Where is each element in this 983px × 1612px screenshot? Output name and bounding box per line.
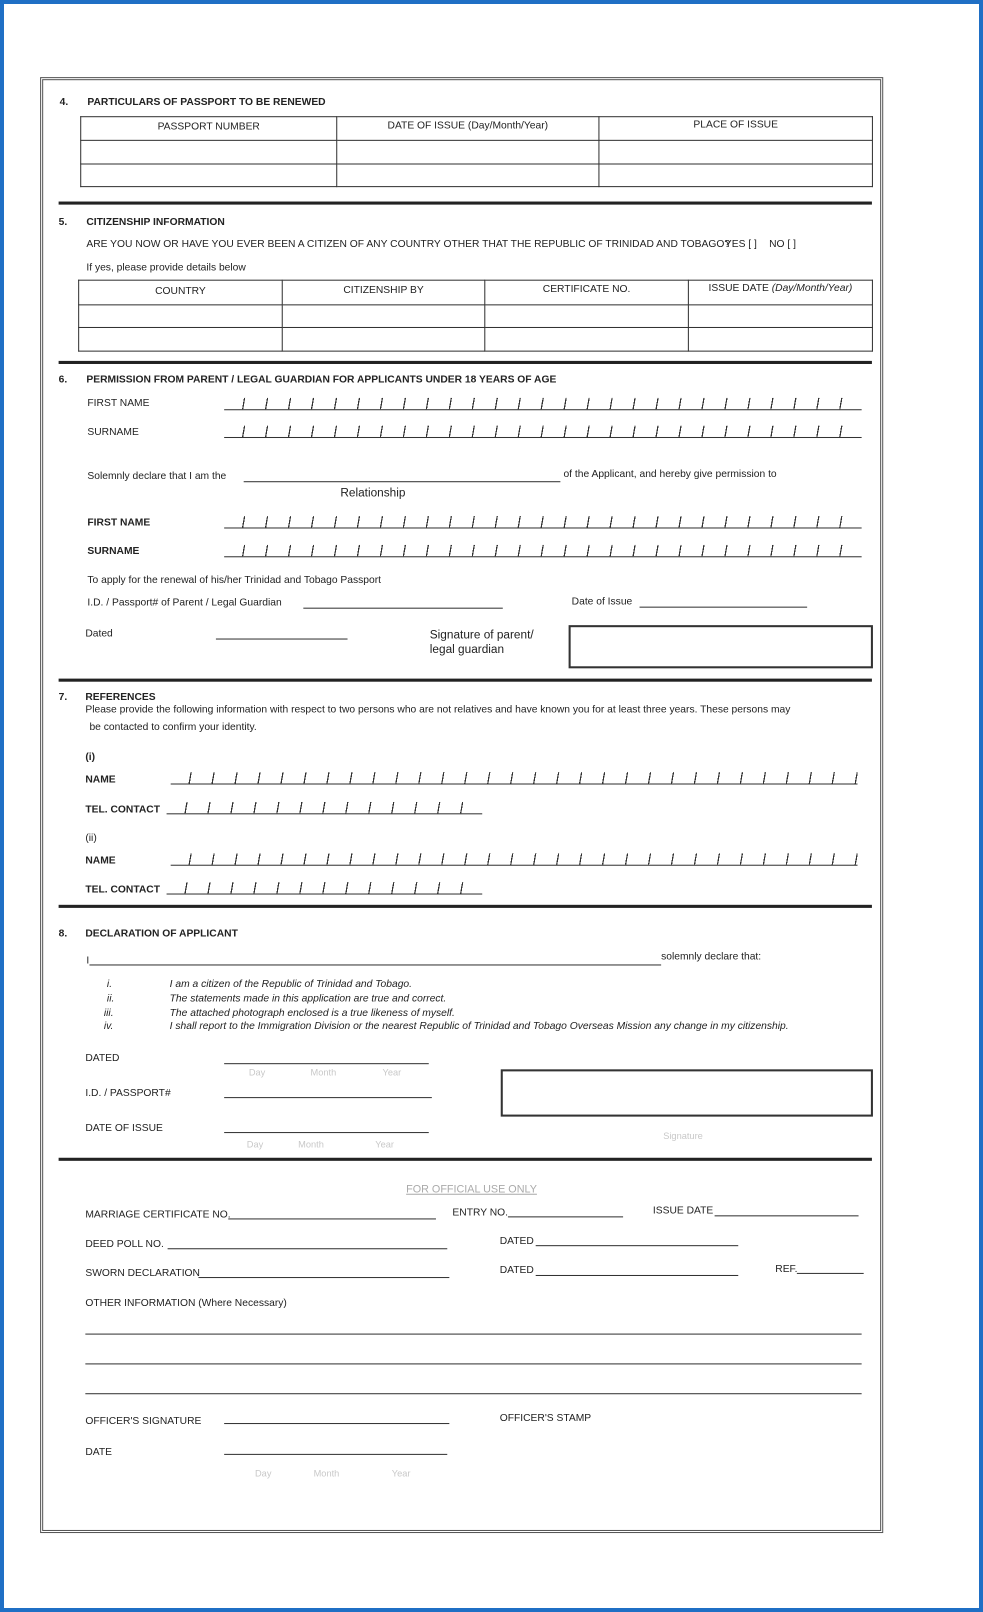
guardian-signature-label: Signature of parent/ legal guardian	[429, 629, 534, 656]
officer-stamp-label: OFFICER'S STAMP	[499, 1412, 592, 1425]
no-checkbox[interactable]: NO [ ]	[769, 238, 796, 250]
ref-input[interactable]	[797, 1273, 864, 1274]
divider	[59, 679, 872, 682]
divider	[59, 905, 872, 908]
year-hint: Year	[375, 1139, 394, 1150]
other-info-line-1[interactable]	[85, 1334, 861, 1335]
declaration-item: The attached photograph enclosed is a true likeness of myself.	[169, 1007, 455, 1019]
applicant-surname-label: SURNAME	[87, 545, 140, 558]
col-passport-number: PASSPORT NUMBER	[81, 117, 337, 141]
marriage-cert-label: MARRIAGE CERTIFICATE NO.	[85, 1209, 231, 1221]
day-hint: Day	[246, 1139, 264, 1150]
section-6-number: 6.	[58, 374, 68, 386]
declarant-prefix: I	[86, 955, 90, 967]
month-hint: Month	[313, 1468, 340, 1479]
citizenship-question: ARE YOU NOW OR HAVE YOU EVER BEEN A CITIZEN OF ANY COUNTRY OTHER THAT THE REPUBLIC OF TRINIDAD AND TOBAGO?	[86, 238, 731, 250]
ref1-tel-input[interactable]	[167, 802, 483, 814]
cell[interactable]	[282, 327, 485, 351]
ref1-tel-label: TEL. CONTACT	[85, 804, 160, 816]
guardian-first-name-input[interactable]	[224, 398, 861, 410]
relationship-label: Relationship	[340, 487, 406, 500]
cell[interactable]	[485, 305, 689, 328]
guardian-id-input[interactable]	[303, 608, 502, 609]
reference-2-label: (ii)	[85, 832, 97, 845]
section-4-number: 4.	[59, 96, 69, 108]
guardian-signature-box[interactable]	[569, 625, 873, 668]
ref2-name-input[interactable]	[171, 853, 858, 865]
section-7-title: REFERENCES	[85, 691, 156, 704]
references-instructions-2: be contacted to confirm your identity.	[89, 721, 257, 734]
other-info-line-2[interactable]	[85, 1363, 861, 1364]
cell[interactable]	[282, 305, 485, 328]
section-6-title: PERMISSION FROM PARENT / LEGAL GUARDIAN FOR APPLICANTS UNDER 18 YEARS OF AGE	[86, 374, 557, 386]
declare-text: Solemnly declare that I am the	[87, 470, 227, 483]
col-place-of-issue: PLACE OF ISSUE	[599, 117, 873, 141]
guardian-surname-label: SURNAME	[87, 426, 139, 439]
officer-date-label: DATE	[85, 1446, 113, 1458]
citizenship-table	[78, 280, 873, 352]
entry-no-input[interactable]	[508, 1216, 623, 1217]
divider	[59, 1158, 872, 1161]
official-use-heading: FOR OFFICIAL USE ONLY	[406, 1183, 537, 1196]
section-4-title: PARTICULARS OF PASSPORT TO BE RENEWED	[87, 96, 326, 108]
cell[interactable]	[81, 140, 337, 164]
dated-input[interactable]	[216, 639, 348, 640]
issue-date-format: (Day/Month/Year)	[771, 282, 853, 295]
issue-date-input[interactable]	[715, 1215, 859, 1216]
ref2-tel-label: TEL. CONTACT	[85, 884, 160, 896]
cell[interactable]	[79, 305, 283, 328]
cell[interactable]	[81, 164, 337, 187]
issue-date-label: ISSUE DATE	[652, 1205, 714, 1217]
declare-text-2: of the Applicant, and hereby give permission to	[563, 468, 777, 481]
applicant-dated-label: DATED	[85, 1052, 120, 1065]
guardian-surname-input[interactable]	[224, 426, 861, 438]
declarant-name-input[interactable]	[89, 964, 661, 965]
declaration-item: I shall report to the Immigration Division or the nearest Republic of Trinidad and Tobago Overseas Mission any change in my citizenship.	[169, 1021, 789, 1033]
deed-dated-label: DATED	[499, 1235, 534, 1248]
passport-table	[80, 116, 873, 187]
col-certificate-no: CERTIFICATE NO.	[485, 280, 689, 305]
cell[interactable]	[599, 164, 873, 187]
references-instructions: Please provide the following information with respect to two persons who are not relatives and have known you for at least three years. These persons may	[85, 704, 791, 716]
cell[interactable]	[485, 327, 689, 351]
solemn-text: solemnly declare that:	[661, 951, 762, 963]
section-8-title: DECLARATION OF APPLICANT	[85, 928, 238, 940]
issue-date-label: ISSUE DATE	[708, 282, 769, 295]
applicant-signature-box[interactable]	[501, 1069, 873, 1116]
applicant-doi-label: DATE OF ISSUE	[85, 1122, 163, 1135]
applicant-id-label: I.D. / PASSPORT#	[85, 1087, 171, 1100]
deed-dated-input[interactable]	[536, 1245, 739, 1246]
ref1-name-input[interactable]	[171, 772, 858, 784]
dated-label: Dated	[85, 628, 113, 640]
ref2-name-label: NAME	[85, 855, 116, 867]
day-hint: Day	[248, 1067, 266, 1078]
month-hint: Month	[298, 1139, 324, 1150]
item-number: i.	[106, 978, 113, 991]
year-hint: Year	[391, 1468, 411, 1479]
applicant-doi-input[interactable]	[224, 1132, 429, 1133]
applicant-id-input[interactable]	[224, 1097, 432, 1098]
ref-label: REF.	[775, 1263, 798, 1275]
marriage-cert-input[interactable]	[228, 1218, 436, 1219]
cell[interactable]	[337, 164, 599, 187]
col-citizenship-by: CITIZENSHIP BY	[282, 280, 485, 305]
entry-no-label: ENTRY NO.	[452, 1207, 509, 1219]
applicant-dated-input[interactable]	[224, 1063, 429, 1064]
item-number: iv.	[103, 1021, 114, 1033]
section-7-number: 7.	[58, 691, 68, 704]
day-hint: Day	[254, 1468, 272, 1479]
officer-date-input[interactable]	[224, 1454, 447, 1455]
cell[interactable]	[688, 305, 872, 328]
deed-poll-input[interactable]	[168, 1248, 448, 1249]
declaration-item: The statements made in this application are true and correct.	[169, 993, 447, 1005]
sworn-dated-label: DATED	[499, 1264, 534, 1276]
sworn-declaration-label: SWORN DECLARATION	[85, 1267, 200, 1280]
details-note: If yes, please provide details below	[86, 262, 246, 274]
ref1-name-label: NAME	[85, 774, 116, 786]
officer-signature-input[interactable]	[224, 1423, 449, 1424]
guardian-id-label: I.D. / Passport# of Parent / Legal Guardian	[87, 597, 282, 609]
section-8-number: 8.	[58, 928, 68, 940]
signature-hint: Signature	[663, 1131, 703, 1142]
cell[interactable]	[688, 327, 872, 351]
item-number: ii.	[106, 993, 115, 1005]
item-number: iii.	[103, 1007, 114, 1019]
relationship-input[interactable]	[244, 481, 561, 482]
ref2-tel-input[interactable]	[167, 882, 483, 894]
section-5-title: CITIZENSHIP INFORMATION	[86, 216, 225, 229]
applicant-first-name-input[interactable]	[224, 516, 861, 528]
other-info-label: OTHER INFORMATION (Where Necessary)	[85, 1297, 287, 1309]
cell[interactable]	[79, 327, 283, 351]
year-hint: Year	[382, 1067, 402, 1078]
divider	[59, 361, 872, 364]
applicant-surname-input[interactable]	[224, 545, 861, 557]
section-5-number: 5.	[58, 216, 68, 229]
cell[interactable]	[599, 140, 873, 164]
cell[interactable]	[337, 140, 599, 164]
officer-signature-label: OFFICER'S SIGNATURE	[85, 1415, 202, 1428]
applicant-first-name-label: FIRST NAME	[87, 517, 151, 529]
sworn-dated-input[interactable]	[536, 1275, 739, 1276]
guardian-date-of-issue-input[interactable]	[640, 607, 808, 608]
reference-1-label: (i)	[85, 751, 96, 763]
col-issue-date	[688, 280, 872, 305]
deed-poll-label: DEED POLL NO.	[85, 1238, 164, 1251]
apply-text: To apply for the renewal of his/her Trinidad and Tobago Passport	[87, 574, 381, 587]
sworn-declaration-input[interactable]	[198, 1277, 449, 1278]
col-country: COUNTRY	[79, 280, 283, 305]
month-hint: Month	[310, 1067, 337, 1078]
guardian-first-name-label: FIRST NAME	[87, 397, 150, 410]
col-date-of-issue: DATE OF ISSUE (Day/Month/Year)	[337, 117, 599, 141]
guardian-date-of-issue-label: Date of Issue	[571, 596, 633, 608]
declaration-item: I am a citizen of the Republic of Trinidad and Tobago.	[169, 978, 413, 991]
other-info-line-3[interactable]	[85, 1393, 861, 1394]
divider	[59, 202, 872, 205]
yes-checkbox[interactable]: YES [ ]	[724, 238, 757, 250]
